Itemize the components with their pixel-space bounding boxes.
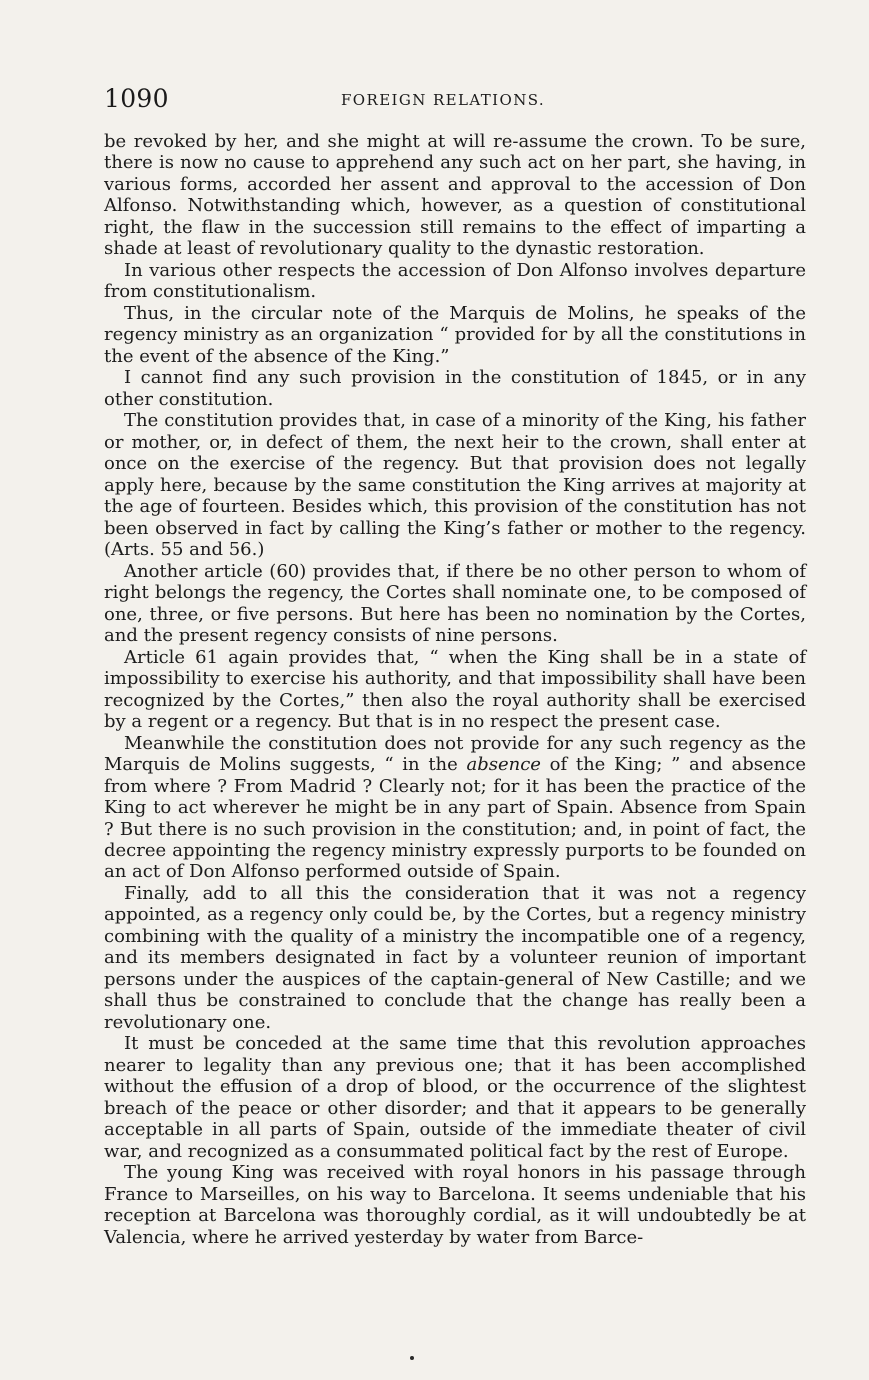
paragraph: Finally, add to all this the consideration that it was not a regency appointed, as a regency only could be, by the Cortes, but a regency ministry combining with the quality of a ministry the incompatible one of a regency, and its members designated in fact by a volunteer reunion of important persons under the auspices of the captain-general of New Castille; and we shall thus be constrained to conclude that the change has really been a revolutionary one.	[104, 882, 806, 1033]
paragraph-continued: be revoked by her, and she might at will re-assume the crown. To be sure, there is now no cause to apprehend any such act on her part, she having, in various forms, accorded her assent and approval to the accession of Don Alfonso. Notwithstanding which, however, as a question of constitutional right, the flaw in the succession still remains to the effect of imparting a shade at least of revolutionary quality to the dynastic restoration.	[104, 131, 806, 260]
body-text	[104, 131, 806, 1248]
paragraph: The young King was received with royal honors in his passage through France to Marseilles, on his way to Barcelona. It seems undeniable that his reception at Barcelona was thoroughly cordial, as it will undoubtedly be at Valencia, where he arrived yesterday by water from Barce-	[104, 1162, 806, 1248]
paragraph-text: of the King; ” and absence from where ? From Madrid ? Clearly not; for it has been the practice of the King to act wherever he might be in any part of Spain. Absence from Spain ? But there is no such provision in the constitution; and, in point of fact, the decree appointing the regency ministry expressly purports to be founded on an act of Don Alfonso performed outside of Spain.	[104, 754, 806, 883]
paragraph: I cannot find any such provision in the constitution of 1845, or in any other constitution.	[104, 367, 806, 410]
page-number: 1090	[104, 84, 169, 113]
paragraph: Thus, in the circular note of the Marquis de Molins, he speaks of the regency ministry as an organization “ provided for by all the constitutions in the event of the absence of the King.”	[104, 302, 806, 367]
paragraph-text: Meanwhile the constitution does not provide for any such regency as the Marquis de Molins suggests, “ in the	[104, 732, 806, 776]
paragraph: It must be conceded at the same time that this revolution approaches nearer to legality than any previous one; that it has been accomplished without the effusion of a drop of blood, or the occurrence of the slightest breach of the peace or other disorder; and that it appears to be generally acceptable in all parts of Spain, outside of the immediate theater of civil war, and recognized as a consummated political fact by the rest of Europe.	[104, 1033, 806, 1162]
paragraph	[104, 733, 806, 883]
paragraph: Article 61 again provides that, “ when the King shall be in a state of impossibility to exercise his authority, and that impossibility shall have been recognized by the Cortes,” then also the royal authority shall be exercised by a regent or a regency. But that is in no respect the present case.	[104, 646, 806, 733]
ink-speck	[410, 1356, 414, 1360]
running-head: FOREIGN RELATIONS.	[341, 91, 546, 109]
paragraph: In various other respects the accession of Don Alfonso involves departure from constitutionalism.	[104, 259, 806, 303]
italic-emphasis: absence	[466, 754, 541, 776]
paragraph: Another article (60) provides that, if there be no other person to whom of right belongs the regency, the Cortes shall nominate one, to be composed of one, three, or five persons. But here has been no nomination by the Cortes, and the present regency consists of nine persons.	[104, 560, 806, 647]
page-header	[104, 84, 804, 114]
paragraph: The constitution provides that, in case of a minority of the King, his father or mother, or, in defect of them, the next heir to the crown, shall enter at once on the exercise of the regency. But that provision does not legally apply here, because by the same constitution the King arrives at majority at the age of fourteen. Besides which, this provision of the constitution has not been observed in fact by calling the King’s father or mother to the regency. (Arts. 55 and 56.)	[104, 410, 806, 561]
